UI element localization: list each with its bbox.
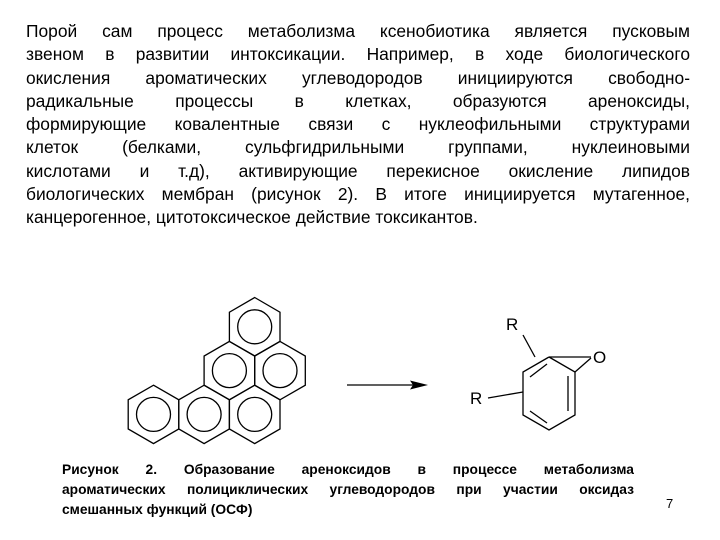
- reaction-arrow: [347, 381, 428, 390]
- epoxide-oxygen-label: O: [593, 348, 607, 367]
- paragraph-line: Порой сам процесс метаболизма ксенобиотика является пусковым: [26, 21, 690, 41]
- substituent-bond: [488, 392, 523, 398]
- benzene-ring: [229, 298, 280, 357]
- benzene-ring: [128, 385, 179, 443]
- benzene-ring: [229, 385, 280, 443]
- paragraph-line: радикальные процессы в клетках, образуются ареноксиды,: [26, 90, 690, 111]
- caption-line: ароматических полициклических углеводородов при участии оксидаз: [62, 482, 634, 497]
- paragraph-line: кислотами и т.д), активирующие перекисное окисление липидов: [26, 160, 690, 181]
- figure-caption: [62, 460, 634, 520]
- paragraph-line: канцерогенное, цитотоксическое действие токсикантов.: [26, 207, 478, 228]
- substituent-bond: [523, 335, 535, 357]
- substituent-r-bottom: R: [470, 389, 483, 408]
- paragraph-line: звеном в развитии интоксикации. Например, в ходе биологического: [26, 44, 690, 65]
- epoxide-bond: [575, 358, 591, 372]
- paragraph-line: формирующие ковалентные связи с нуклеофильными структурами: [26, 114, 690, 135]
- page-number: 7: [666, 496, 674, 511]
- paragraph-line: окисления ароматических углеводородов инициируются свободно-: [26, 67, 690, 88]
- paragraph-line: биологических мембран (рисунок 2). В итоге инициируется мутагенное,: [26, 184, 690, 205]
- caption-line: Рисунок 2. Образование ареноксидов в процессе метаболизма: [62, 462, 634, 477]
- paragraph-line: клеток (белками, сульфгидрильными группами, нуклеиновыми: [26, 137, 690, 158]
- arene-oxide-structure: [488, 335, 591, 430]
- benzene-ring: [179, 385, 230, 443]
- ring-bonds: [523, 357, 575, 430]
- benzene-ring: [204, 341, 255, 399]
- benzene-ring: [255, 341, 306, 399]
- caption-line: смешанных функций (ОСФ): [62, 502, 253, 517]
- substituent-r-top: R: [506, 315, 519, 334]
- polycyclic-hydrocarbon-structure: [128, 298, 305, 444]
